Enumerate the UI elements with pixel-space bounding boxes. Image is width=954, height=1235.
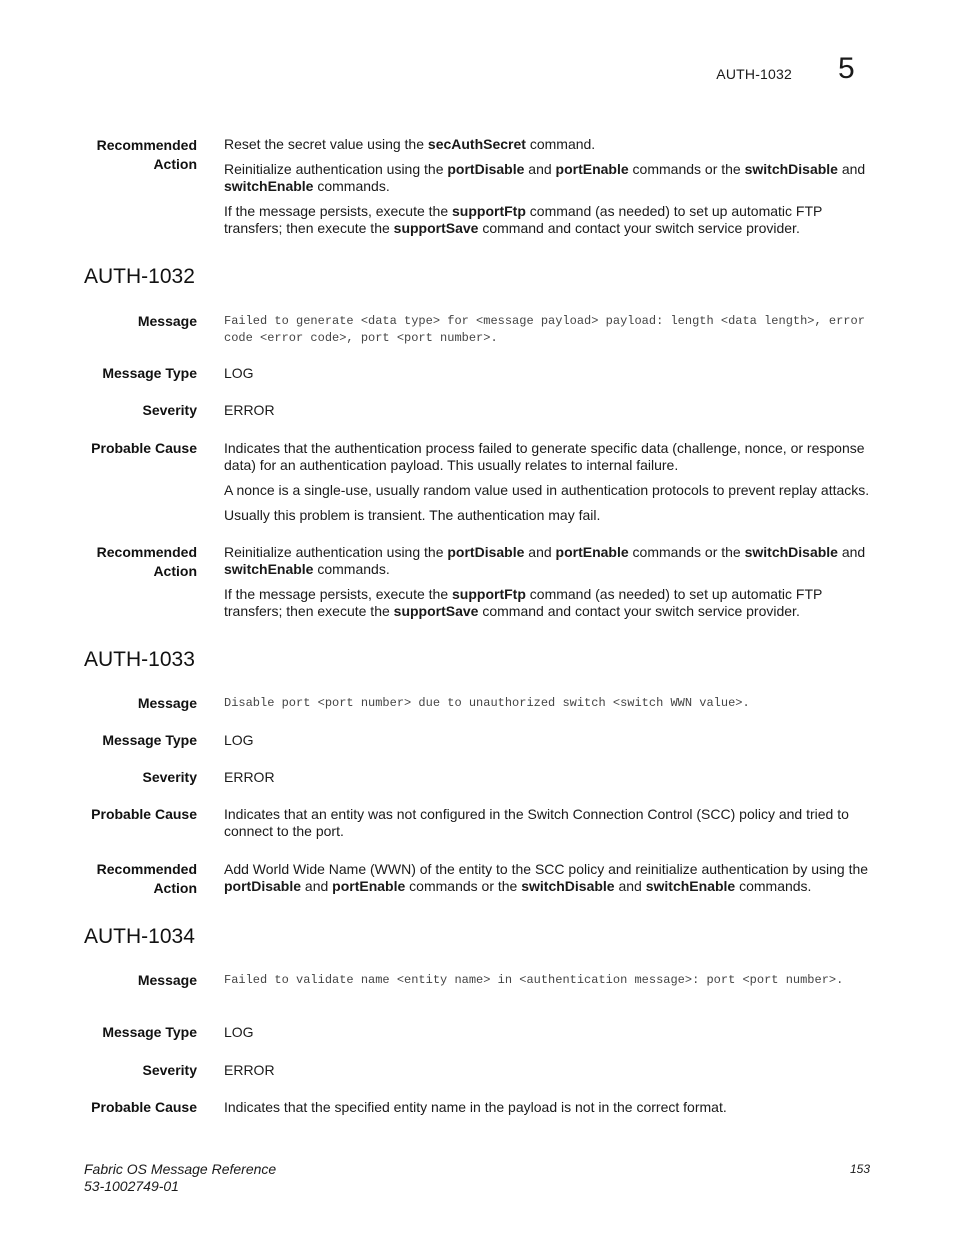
running-header-ref: AUTH-1032 [716, 66, 792, 82]
document-number: 53-1002749-01 [84, 1178, 179, 1194]
severity-value: ERROR [224, 1062, 275, 1078]
recommended-action-label: Recommended Action [96, 544, 197, 579]
section-heading-auth-1033: AUTH-1033 [84, 648, 195, 671]
action-paragraph: Reinitialize authentication using the portDisable and portEnable commands or the switchDisable and switchEnable commands. [224, 161, 866, 194]
severity-value: ERROR [224, 402, 275, 418]
action-paragraph: Reset the secret value using the secAuthSecret command. [224, 136, 596, 152]
action-paragraph: Reinitialize authentication using the portDisable and portEnable commands or the switchDisable and switchEnable commands. [224, 544, 866, 577]
message-type-value: LOG [224, 365, 254, 381]
message-text: Failed to generate <data type> for <message payload> payload: length <data length>, error code <error code>, port <port number>. [224, 314, 873, 345]
probable-cause-body [224, 440, 874, 532]
severity-label: Severity [142, 1062, 197, 1078]
message-type-value: LOG [224, 732, 254, 748]
recommended-action-body [224, 861, 874, 903]
message-type-label: Message Type [102, 732, 197, 748]
chapter-number: 5 [838, 52, 855, 85]
action-paragraph: If the message persists, execute the supportFtp command (as needed) to set up automatic FTP transfers; then execute the supportSave command and contact your switch service provider. [224, 203, 823, 236]
recommended-action-label: Recommended Action [96, 861, 197, 896]
document-title: Fabric OS Message Reference [84, 1161, 277, 1177]
message-label: Message [137, 313, 197, 329]
severity-label: Severity [142, 769, 197, 785]
recommended-action-body [224, 136, 874, 245]
message-label: Message [137, 972, 197, 988]
action-paragraph: If the message persists, execute the supportFtp command (as needed) to set up automatic FTP transfers; then execute the supportSave command and contact your switch service provider. [224, 586, 823, 619]
page-footer-left [84, 1161, 276, 1195]
message-type-label: Message Type [102, 1024, 197, 1040]
page-number: 153 [849, 1162, 870, 1176]
cause-paragraph: Indicates that an entity was not configured in the Switch Connection Control (SCC) policy and tried to connect to the port. [224, 806, 849, 839]
message-type-value: LOG [224, 1024, 254, 1040]
cause-paragraph: Indicates that the specified entity name in the payload is not in the correct format. [224, 1099, 727, 1115]
probable-cause-label: Probable Cause [91, 440, 197, 456]
probable-cause-body [224, 806, 874, 848]
cause-paragraph: A nonce is a single-use, usually random value used in authentication protocols to prevent replay attacks. [224, 482, 870, 498]
message-text: Disable port <port number> due to unauthorized switch <switch WWN value>. [224, 696, 750, 710]
cause-paragraph: Indicates that the authentication process failed to generate specific data (challenge, nonce, or response data) for an authentication payload. This usually relates to internal failure. [224, 440, 865, 473]
section-heading-auth-1032: AUTH-1032 [84, 265, 195, 288]
probable-cause-body [224, 1099, 874, 1124]
recommended-action-label: Recommended Action [96, 137, 197, 172]
action-paragraph: Add World Wide Name (WWN) of the entity to the SCC policy and reinitialize authentication by using the portDisable and portEnable commands or the switchDisable and switchEnable commands. [224, 861, 869, 894]
message-text: Failed to validate name <entity name> in <authentication message>: port <port number>. [224, 973, 844, 987]
severity-value: ERROR [224, 769, 275, 785]
probable-cause-label: Probable Cause [91, 1099, 197, 1115]
message-label: Message [137, 695, 197, 711]
message-type-label: Message Type [102, 365, 197, 381]
recommended-action-body [224, 544, 874, 628]
section-heading-auth-1034: AUTH-1034 [84, 925, 195, 948]
cause-paragraph: Usually this problem is transient. The authentication may fail. [224, 507, 601, 523]
severity-label: Severity [142, 402, 197, 418]
probable-cause-label: Probable Cause [91, 806, 197, 822]
